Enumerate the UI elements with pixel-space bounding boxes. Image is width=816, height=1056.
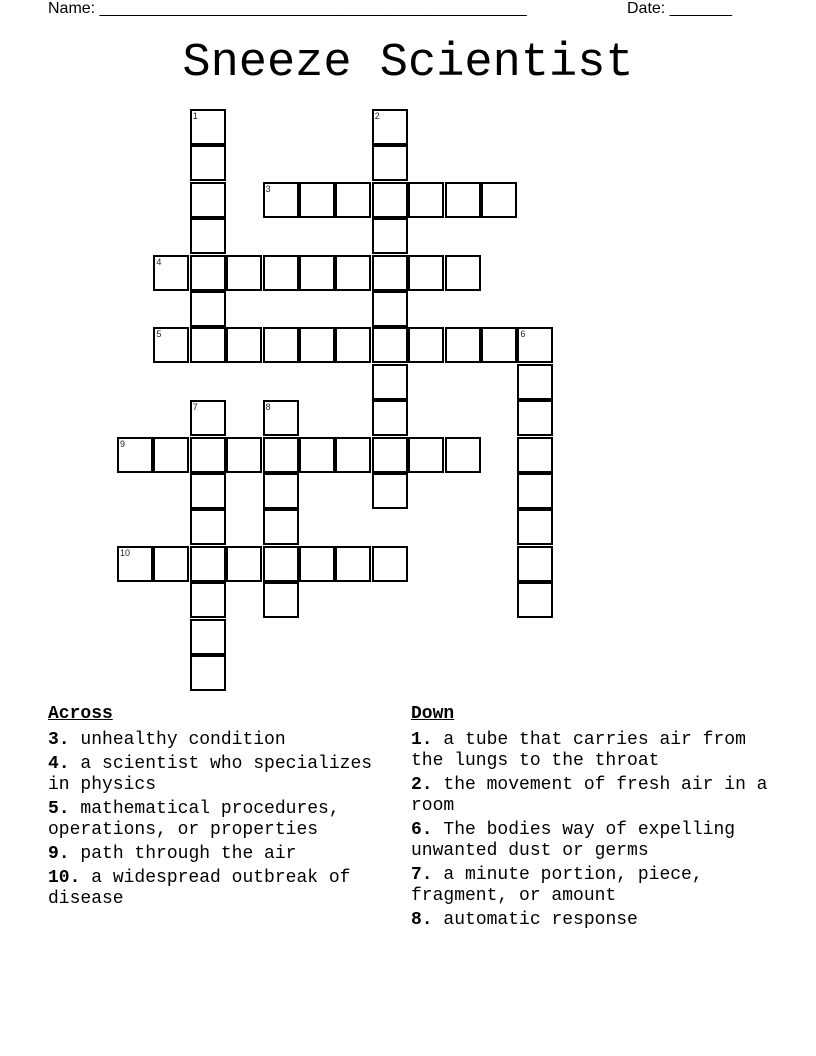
clue-text: a minute portion, piece, fragment, or amount (411, 865, 703, 906)
grid-cell[interactable] (517, 473, 553, 509)
grid-cell[interactable] (445, 437, 481, 473)
grid-cell[interactable] (335, 327, 371, 363)
grid-cell[interactable] (372, 364, 408, 400)
grid-cell[interactable] (299, 437, 335, 473)
grid-cell[interactable] (335, 182, 371, 218)
grid-cell[interactable] (372, 291, 408, 327)
grid-cell[interactable] (517, 546, 553, 582)
grid-cell[interactable] (190, 327, 226, 363)
across-clue (48, 754, 398, 796)
grid-cell[interactable] (335, 437, 371, 473)
across-clue (48, 799, 398, 841)
grid-cell[interactable] (263, 582, 299, 618)
grid-cell[interactable] (263, 327, 299, 363)
down-clue (411, 910, 776, 931)
grid-cell[interactable] (517, 437, 553, 473)
across-clues (48, 704, 398, 913)
grid-cell[interactable] (517, 400, 553, 436)
grid-cell[interactable] (445, 327, 481, 363)
grid-cell[interactable] (263, 546, 299, 582)
grid-cell[interactable] (299, 182, 335, 218)
grid-cell[interactable] (153, 437, 189, 473)
grid-cell[interactable] (153, 546, 189, 582)
grid-cell[interactable] (190, 218, 226, 254)
clue-number: 3. (48, 730, 70, 750)
clue-number: 6. (411, 820, 433, 840)
grid-cell[interactable] (190, 582, 226, 618)
grid-cell[interactable] (190, 255, 226, 291)
clue-text: mathematical procedures, operations, or properties (48, 799, 340, 840)
grid-cell[interactable] (263, 437, 299, 473)
grid-cell[interactable] (372, 255, 408, 291)
clue-text: a widespread outbreak of disease (48, 868, 351, 909)
cell-number: 7 (192, 402, 198, 413)
down-clue (411, 865, 776, 907)
cell-number: 4 (156, 256, 162, 267)
grid-cell[interactable] (372, 109, 408, 145)
grid-cell[interactable] (335, 546, 371, 582)
cell-number: 3 (265, 183, 271, 194)
grid-cell[interactable] (481, 327, 517, 363)
cell-number: 5 (156, 329, 162, 340)
grid-cell[interactable] (263, 400, 299, 436)
grid-cell[interactable] (226, 255, 262, 291)
down-clue (411, 775, 776, 817)
grid-cell[interactable] (190, 437, 226, 473)
down-heading: Down (411, 704, 455, 724)
clue-text: the movement of fresh air in a room (411, 775, 768, 816)
grid-cell[interactable] (517, 364, 553, 400)
clue-text: The bodies way of expelling unwanted dust or germs (411, 820, 736, 861)
clue-number: 8. (411, 910, 433, 930)
grid-cell[interactable] (263, 509, 299, 545)
grid-cell[interactable] (190, 182, 226, 218)
clue-number: 1. (411, 730, 433, 750)
grid-cell[interactable] (226, 327, 262, 363)
across-clue (48, 844, 398, 865)
down-clues (411, 704, 776, 934)
grid-cell[interactable] (372, 218, 408, 254)
grid-cell[interactable] (408, 182, 444, 218)
clue-text: path through the air (80, 844, 297, 864)
grid-cell[interactable] (299, 546, 335, 582)
grid-cell[interactable] (190, 473, 226, 509)
clue-number: 4. (48, 754, 70, 774)
grid-cell[interactable] (372, 473, 408, 509)
grid-cell[interactable] (372, 546, 408, 582)
cell-number: 6 (520, 329, 526, 340)
clue-text: unhealthy condition (80, 730, 286, 750)
grid-cell[interactable] (299, 327, 335, 363)
grid-cell[interactable] (408, 255, 444, 291)
grid-cell[interactable] (408, 437, 444, 473)
grid-cell[interactable] (226, 437, 262, 473)
grid-cell[interactable] (517, 509, 553, 545)
clue-text: automatic response (443, 910, 638, 930)
grid-cell[interactable] (190, 145, 226, 181)
grid-cell[interactable] (263, 182, 299, 218)
grid-cell[interactable] (517, 582, 553, 618)
down-clue (411, 730, 776, 772)
grid-cell[interactable] (226, 546, 262, 582)
grid-cell[interactable] (190, 109, 226, 145)
cell-number: 2 (374, 111, 380, 121)
clue-text: a scientist who specializes in physics (48, 754, 373, 795)
grid-cell[interactable] (372, 182, 408, 218)
grid-cell[interactable] (190, 619, 226, 655)
clue-number: 5. (48, 799, 70, 819)
across-clue (48, 868, 398, 910)
across-clue (48, 730, 398, 751)
grid-cell[interactable] (372, 400, 408, 436)
grid-cell[interactable] (117, 546, 153, 582)
grid-cell[interactable] (481, 182, 517, 218)
name-field-label: Name: ________________________________________________ (48, 0, 527, 17)
clue-number: 7. (411, 865, 433, 885)
clue-number: 10. (48, 868, 81, 888)
clue-text: a tube that carries air from the lungs to the throat (411, 730, 746, 771)
across-heading: Across (48, 704, 113, 724)
clue-number: 2. (411, 775, 433, 795)
grid-cell[interactable] (190, 291, 226, 327)
grid-cell[interactable] (372, 145, 408, 181)
down-clue (411, 820, 776, 862)
grid-cell[interactable] (445, 182, 481, 218)
grid-cell[interactable] (190, 655, 226, 691)
cell-number: 1 (192, 111, 198, 121)
grid-cell[interactable] (153, 255, 189, 291)
clue-number: 9. (48, 844, 70, 864)
cell-number: 10 (120, 547, 131, 558)
cell-number: 9 (120, 438, 126, 449)
grid-cell[interactable] (190, 509, 226, 545)
date-field-label: Date: _______ (627, 0, 732, 17)
grid-cell[interactable] (263, 255, 299, 291)
grid-cell[interactable] (517, 327, 553, 363)
grid-cell[interactable] (117, 437, 153, 473)
grid-cell[interactable] (263, 473, 299, 509)
grid-cell[interactable] (408, 327, 444, 363)
page-title: Sneeze Scientist (182, 37, 634, 90)
grid-cell[interactable] (190, 546, 226, 582)
cell-number: 8 (265, 402, 271, 413)
grid-cell[interactable] (299, 255, 335, 291)
grid-cell[interactable] (372, 327, 408, 363)
grid-cell[interactable] (190, 400, 226, 436)
grid-cell[interactable] (335, 255, 371, 291)
grid-cell[interactable] (153, 327, 189, 363)
grid-cell[interactable] (445, 255, 481, 291)
grid-cell[interactable] (372, 437, 408, 473)
